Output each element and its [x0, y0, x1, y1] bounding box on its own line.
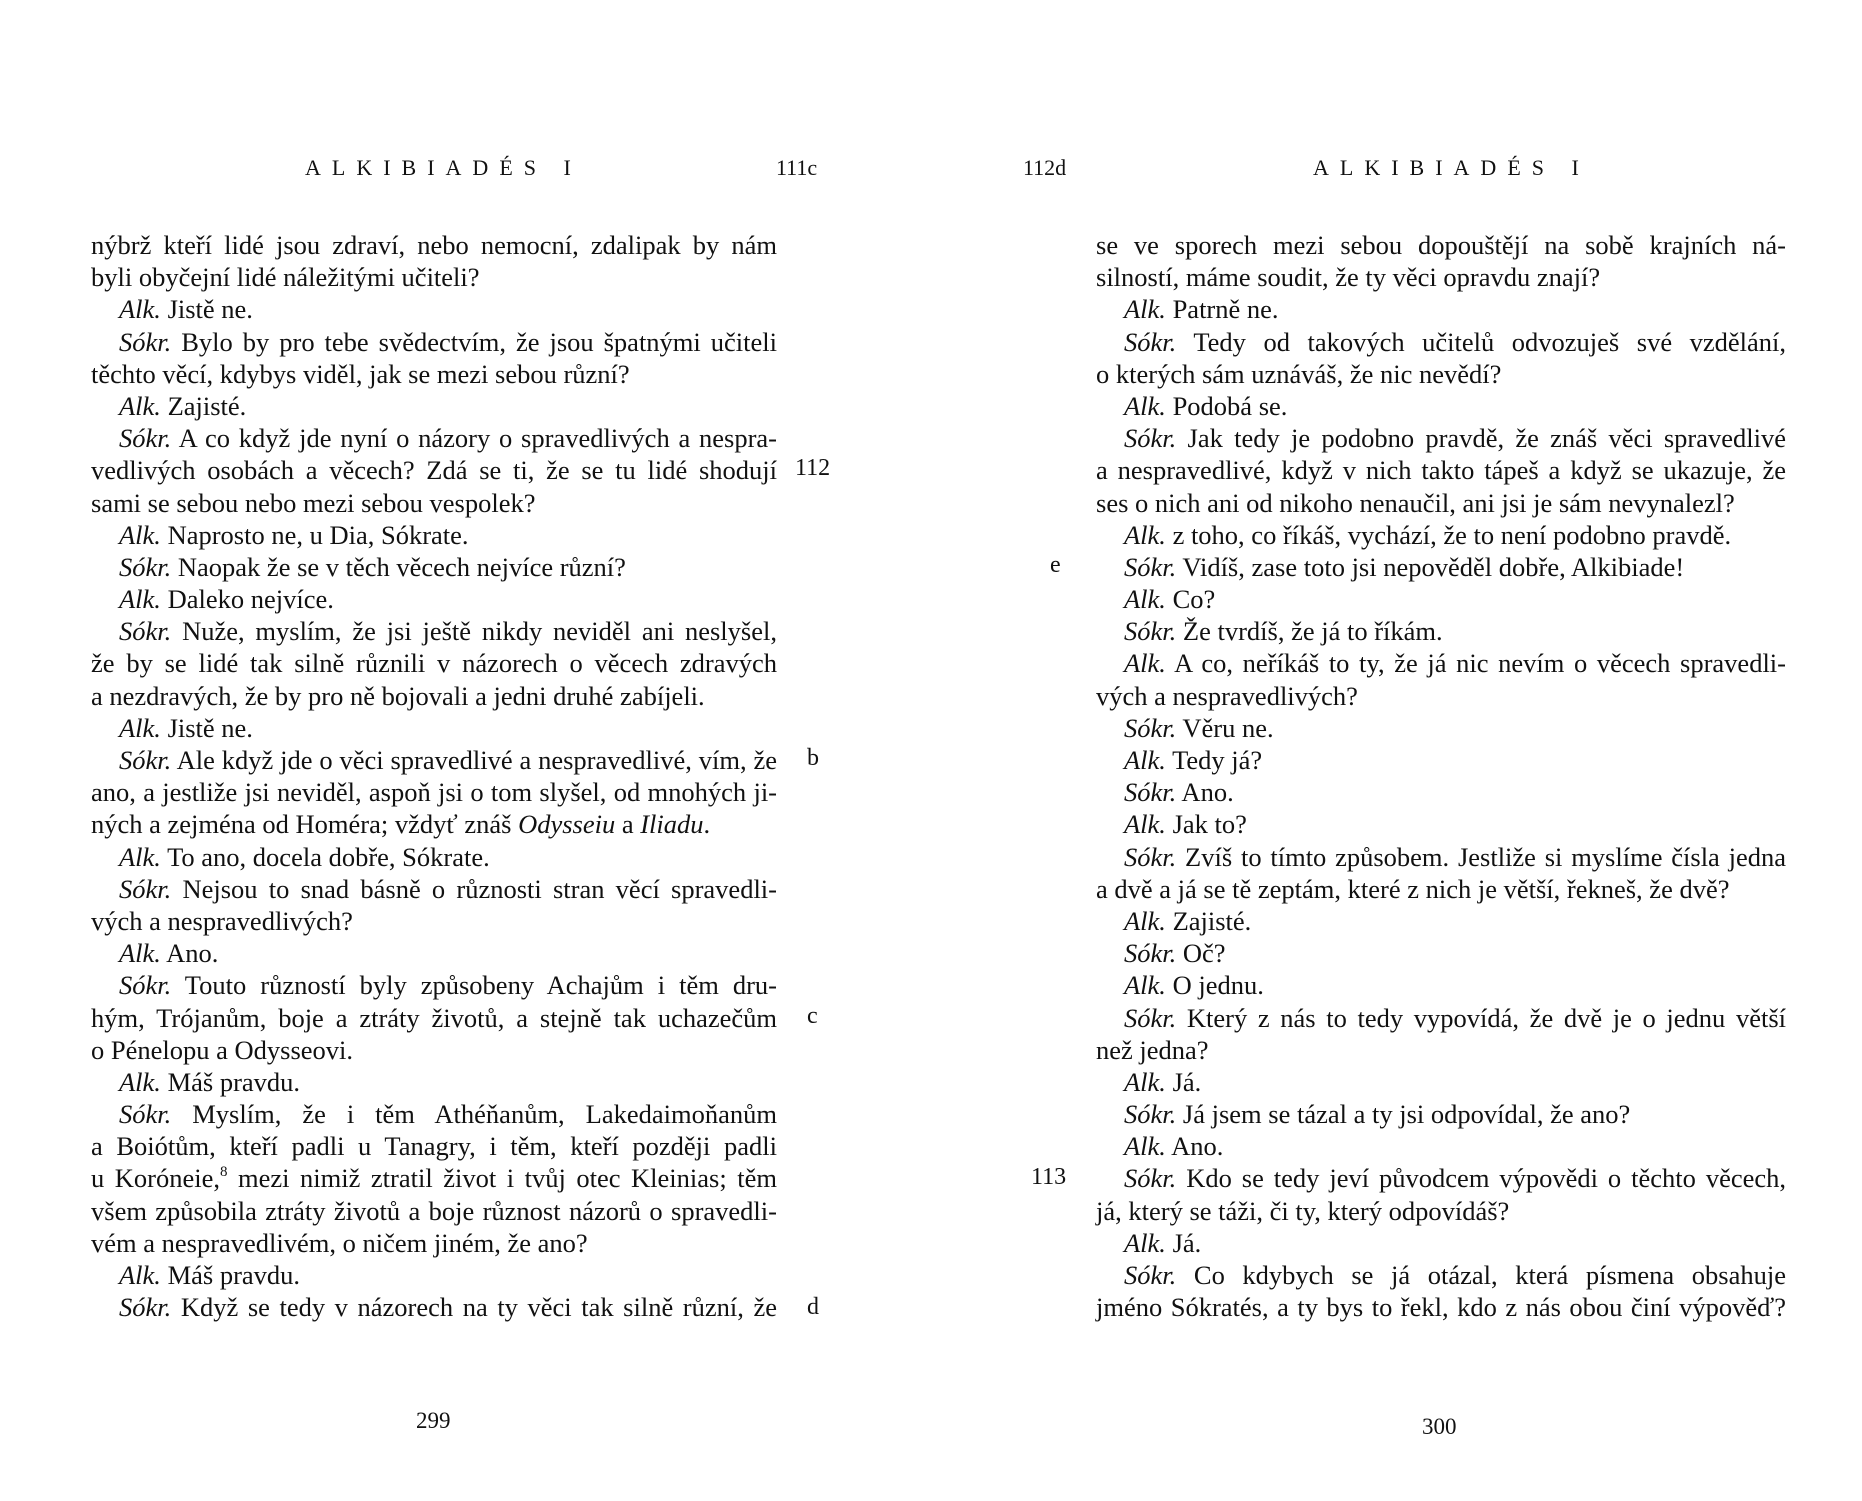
text-line	[1096, 1195, 1786, 1227]
speaker-label: Sókr.	[1124, 938, 1177, 969]
margin-mark-e: e	[1050, 552, 1061, 578]
line-text: a nespravedlivé, když v nich takto tápeš a když se ukazuje, že	[1096, 455, 1786, 486]
line-text: o kterých sám uznáváš, že nic nevědí?	[1096, 358, 1502, 389]
margin-mark-112: 112	[795, 455, 831, 481]
work-title: Iliadu	[640, 809, 704, 840]
dialogue-line	[1096, 1259, 1786, 1291]
dialogue-line	[1096, 293, 1786, 325]
speaker-label: Sókr.	[1124, 841, 1177, 872]
text-line	[1096, 229, 1786, 261]
text-line	[91, 1195, 777, 1227]
line-text: Ano.	[160, 938, 219, 969]
speaker-label: Alk.	[119, 294, 161, 325]
dialogue-line	[1096, 1162, 1786, 1194]
speaker-label: Alk.	[119, 841, 161, 872]
line-text: O jednu.	[1165, 970, 1264, 1001]
speaker-label: Sókr.	[1124, 326, 1177, 357]
dialogue-line	[1096, 615, 1786, 647]
speaker-label: Sókr.	[1124, 616, 1177, 647]
line-text: Když se tedy v názorech na ty věci tak silně různí, že	[171, 1292, 777, 1323]
dialogue-line	[1096, 744, 1786, 776]
text-line	[91, 261, 777, 293]
dialogue-line	[91, 615, 777, 647]
speaker-label: Sókr.	[1124, 1260, 1177, 1290]
running-title: ALKIBIADÉS I	[305, 155, 582, 180]
text-line	[91, 1162, 777, 1194]
line-text: Patrně ne.	[1165, 294, 1279, 325]
line-text: A co, neříkáš to ty, že já nic nevím o věcech spravedli-	[1165, 648, 1786, 679]
line-text: ses o nich ani od nikoho nenaučil, ani jsi je sám nevynalezl?	[1096, 487, 1735, 518]
line-text: Naopak že se v těch věcech nejvíce různí?	[171, 551, 626, 582]
speaker-label: Alk.	[1124, 970, 1166, 1001]
dialogue-line	[1096, 905, 1786, 937]
margin-mark-b: b	[807, 745, 819, 771]
line-text: Který z nás to tedy vypovídá, že dvě je o jednu větší	[1176, 1002, 1786, 1033]
speaker-label: Sókr.	[1124, 423, 1177, 454]
speaker-label: Sókr.	[1124, 1099, 1177, 1130]
line-text: a nezdravých, že by pro ně bojovali a jedni druhé zabíjeli.	[91, 680, 705, 711]
line-text: Oč?	[1176, 938, 1226, 969]
line-text: Tedy od takových učitelů odvozuješ své vzdělání,	[1176, 326, 1786, 357]
line-text: Ale když jde o věci spravedlivé a nespravedlivé, vím, že	[171, 745, 777, 775]
dialogue-line	[91, 841, 777, 873]
right-page	[931, 0, 1862, 1501]
text-line	[1096, 454, 1786, 486]
text-line	[91, 487, 777, 519]
speaker-label: Alk.	[1124, 745, 1166, 775]
margin-mark-c: c	[807, 1003, 818, 1029]
dialogue-line	[1096, 1002, 1786, 1034]
line-text: Já jsem se tázal a ty jsi odpovídal, že ano?	[1176, 1099, 1631, 1130]
dialogue-line	[1096, 1227, 1786, 1259]
text-line	[91, 1130, 777, 1162]
dialogue-line	[91, 519, 777, 551]
dialogue-line	[91, 583, 777, 615]
dialogue-line	[91, 1066, 777, 1098]
dialogue-line	[1096, 1098, 1786, 1130]
line-text: vých a nespravedlivých?	[91, 905, 353, 936]
dialogue-line	[1096, 776, 1786, 808]
dialogue-line	[1096, 937, 1786, 969]
speaker-label: Sókr.	[1124, 1002, 1177, 1033]
line-text: z toho, co říkáš, vychází, že to není podobno pravdě.	[1165, 519, 1732, 550]
line-text: Kdo se tedy jeví původcem výpovědi o těchto věcech,	[1176, 1163, 1786, 1194]
line-text: Zajisté.	[160, 390, 247, 421]
line-text: Já.	[1165, 1066, 1202, 1097]
line-text: byli obyčejní lidé náležitými učiteli?	[91, 262, 480, 293]
line-text-continued: a	[615, 809, 641, 840]
dialogue-line	[91, 551, 777, 583]
line-text: se ve sporech mezi sebou dopouštějí na sobě krajních ná-	[1096, 230, 1786, 260]
text-line	[91, 358, 777, 390]
line-text: Myslím, že i těm Athéňanům, Lakedaimoňanům	[171, 1099, 777, 1130]
speaker-label: Sókr.	[1124, 1163, 1177, 1194]
line-text: Naprosto ne, u Dia, Sókrate.	[160, 519, 469, 550]
line-text: všem způsobila ztráty životů a boje různost názorů o spravedli-	[91, 1195, 777, 1226]
speaker-label: Sókr.	[119, 326, 172, 357]
margin-mark-d: d	[807, 1294, 819, 1320]
dialogue-line	[1096, 712, 1786, 744]
line-text: Máš pravdu.	[160, 1066, 301, 1097]
speaker-label: Alk.	[1124, 905, 1166, 936]
speaker-label: Sókr.	[119, 970, 172, 1001]
dialogue-line	[1096, 422, 1786, 454]
line-text: Já.	[1165, 1227, 1202, 1258]
line-text: sami se sebou nebo mezi sebou vespolek?	[91, 487, 536, 518]
dialogue-line	[91, 969, 777, 1001]
speaker-label: Sókr.	[119, 1099, 172, 1130]
text-line	[91, 229, 777, 261]
speaker-label: Alk.	[1124, 390, 1166, 421]
line-text: ano, a jestliže jsi neviděl, aspoň jsi o tom slyšel, od mnohých ji-	[91, 777, 777, 808]
text-line	[91, 808, 777, 840]
speaker-label: Sókr.	[119, 423, 172, 454]
speaker-label: Sókr.	[119, 1292, 172, 1323]
line-text: Zajisté.	[1165, 905, 1252, 936]
dialogue-line	[91, 422, 777, 454]
line-text: a Boiótům, kteří padli u Tanagry, i těm, kteří později padli	[91, 1131, 777, 1162]
speaker-label: Alk.	[1124, 809, 1166, 840]
text-line	[91, 680, 777, 712]
text-line	[1096, 358, 1786, 390]
footnote-marker: 8	[220, 1164, 228, 1181]
dialogue-line	[91, 937, 777, 969]
dialogue-line	[1096, 969, 1786, 1001]
line-text: Tedy já?	[1165, 745, 1263, 775]
dialogue-line	[91, 712, 777, 744]
dialogue-line	[91, 326, 777, 358]
line-text: že by se lidé tak silně různili v názorech o věcech zdravých	[91, 648, 777, 679]
speaker-label: Alk.	[119, 1260, 161, 1290]
line-text-continued: mezi nimiž ztratil život i tvůj otec Kleinias; těm	[227, 1163, 777, 1194]
line-text: Nuže, myslím, že jsi ještě nikdy neviděl ani neslyšel,	[171, 616, 777, 647]
speaker-label: Alk.	[119, 712, 161, 743]
text-line	[91, 905, 777, 937]
dialogue-line	[1096, 1066, 1786, 1098]
speaker-label: Alk.	[1124, 584, 1166, 615]
speaker-label: Alk.	[119, 584, 161, 615]
line-text: Touto růzností byly způsobeny Achajům i těm dru-	[171, 970, 777, 1001]
speaker-label: Alk.	[119, 1066, 161, 1097]
dialogue-line	[91, 1291, 777, 1323]
speaker-label: Alk.	[119, 519, 161, 550]
page-number: 300	[1422, 1414, 1457, 1439]
dialogue-line	[91, 293, 777, 325]
speaker-label: Alk.	[119, 938, 161, 969]
line-text: Co?	[1165, 584, 1216, 615]
dialogue-line	[91, 390, 777, 422]
dialogue-line	[1096, 551, 1786, 583]
page-number: 299	[416, 1408, 451, 1433]
line-text: Co kdybych se já otázal, která písmena obsahuje	[1176, 1260, 1786, 1290]
line-text: o Pénelopu a Odysseovi.	[91, 1034, 354, 1065]
line-text-end: .	[703, 809, 711, 840]
line-text: těchto věcí, kdybys viděl, jak se mezi sebou různí?	[91, 358, 630, 389]
dialogue-line	[1096, 390, 1786, 422]
text-line	[1096, 487, 1786, 519]
speaker-label: Sókr.	[1124, 777, 1177, 808]
dialogue-line	[91, 744, 777, 776]
line-text: Nejsou to snad básně o různosti stran věcí spravedli-	[171, 873, 777, 904]
line-text: nýbrž kteří lidé jsou zdraví, nebo nemocní, zdalipak by nám	[91, 230, 777, 260]
speaker-label: Alk.	[1124, 519, 1166, 550]
line-text: A co když jde nyní o názory o spravedlivých a nespra-	[171, 423, 777, 454]
line-text: Že tvrdíš, že já to říkám.	[1176, 616, 1443, 647]
text-line	[91, 454, 777, 486]
line-text: Věru ne.	[1176, 712, 1274, 743]
line-text: u Koróneie,	[91, 1163, 220, 1194]
text-line	[1096, 873, 1786, 905]
margin-mark-113: 113	[1031, 1164, 1067, 1190]
dialogue-line	[91, 1098, 777, 1130]
line-text: Zvíš to tímto způsobem. Jestliže si myslíme čísla jedna	[1176, 841, 1786, 872]
speaker-label: Alk.	[1124, 1227, 1166, 1258]
speaker-label: Sókr.	[1124, 712, 1177, 743]
text-line	[91, 776, 777, 808]
text-line	[1096, 261, 1786, 293]
speaker-label: Alk.	[119, 390, 161, 421]
dialogue-line	[91, 1259, 777, 1291]
dialogue-line	[1096, 647, 1786, 679]
section-reference: 111c	[776, 155, 818, 180]
line-text: Ano.	[1176, 777, 1234, 808]
dialogue-line	[1096, 841, 1786, 873]
speaker-label: Alk.	[1124, 294, 1166, 325]
line-text: vých a nespravedlivých?	[1096, 680, 1358, 711]
speaker-label: Sókr.	[119, 745, 172, 775]
line-text: než jedna?	[1096, 1034, 1209, 1065]
speaker-label: Alk.	[1124, 1131, 1166, 1162]
line-text: Jistě ne.	[160, 294, 253, 325]
line-text: Podobá se.	[1165, 390, 1288, 421]
line-text: a dvě a já se tě zeptám, které z nich je větší, řekneš, že dvě?	[1096, 873, 1730, 904]
line-text: Vidíš, zase toto jsi nepověděl dobře, Alkibiade!	[1176, 551, 1685, 582]
line-text: Bylo by pro tebe svědectvím, že jsou špatnými učiteli	[171, 326, 777, 357]
line-text: Jak tedy je podobno pravdě, že znáš věci spravedlivé	[1176, 423, 1786, 454]
line-text: Jak to?	[1165, 809, 1247, 840]
line-text: Daleko nejvíce.	[160, 584, 334, 615]
work-title: Odysseiu	[518, 809, 616, 840]
text-line	[1096, 1034, 1786, 1066]
text-line	[91, 1002, 777, 1034]
text-line	[1096, 1291, 1786, 1323]
line-text: jméno Sókratés, a ty bys to řekl, kdo z nás obou činí výpověď?	[1096, 1292, 1786, 1323]
text-line	[91, 1034, 777, 1066]
line-text: Máš pravdu.	[160, 1260, 301, 1290]
dialogue-line	[1096, 1130, 1786, 1162]
speaker-label: Alk.	[1124, 1066, 1166, 1097]
line-text: hým, Trójanům, boje a ztráty životů, a stejně tak uchazečům	[91, 1002, 777, 1033]
line-text: vém a nespravedlivém, o ničem jiném, že ano?	[91, 1227, 588, 1258]
right-text-body	[1096, 229, 1786, 1323]
line-text: Ano.	[1165, 1131, 1224, 1162]
text-line	[1096, 680, 1786, 712]
line-text: Jistě ne.	[160, 712, 253, 743]
speaker-label: Sókr.	[1124, 551, 1177, 582]
line-text: vedlivých osobách a věcech? Zdá se ti, že se tu lidé shodují	[91, 455, 777, 486]
dialogue-line	[1096, 583, 1786, 615]
running-title: ALKIBIADÉS I	[1313, 155, 1590, 180]
dialogue-line	[91, 873, 777, 905]
text-line	[91, 1227, 777, 1259]
line-text: já, který se táži, či ty, který odpovídáš?	[1096, 1195, 1510, 1226]
section-reference: 112d	[1023, 155, 1067, 180]
dialogue-line	[1096, 808, 1786, 840]
speaker-label: Sókr.	[119, 616, 172, 647]
speaker-label: Sókr.	[119, 873, 172, 904]
left-text-body	[91, 229, 777, 1323]
text-line	[91, 647, 777, 679]
line-text: silností, máme soudit, že ty věci opravdu znají?	[1096, 262, 1601, 293]
line-text: ných a zejména od Homéra; vždyť znáš	[91, 809, 519, 840]
dialogue-line	[1096, 519, 1786, 551]
dialogue-line	[1096, 326, 1786, 358]
line-text: To ano, docela dobře, Sókrate.	[160, 841, 490, 872]
speaker-label: Sókr.	[119, 551, 172, 582]
speaker-label: Alk.	[1124, 648, 1166, 679]
